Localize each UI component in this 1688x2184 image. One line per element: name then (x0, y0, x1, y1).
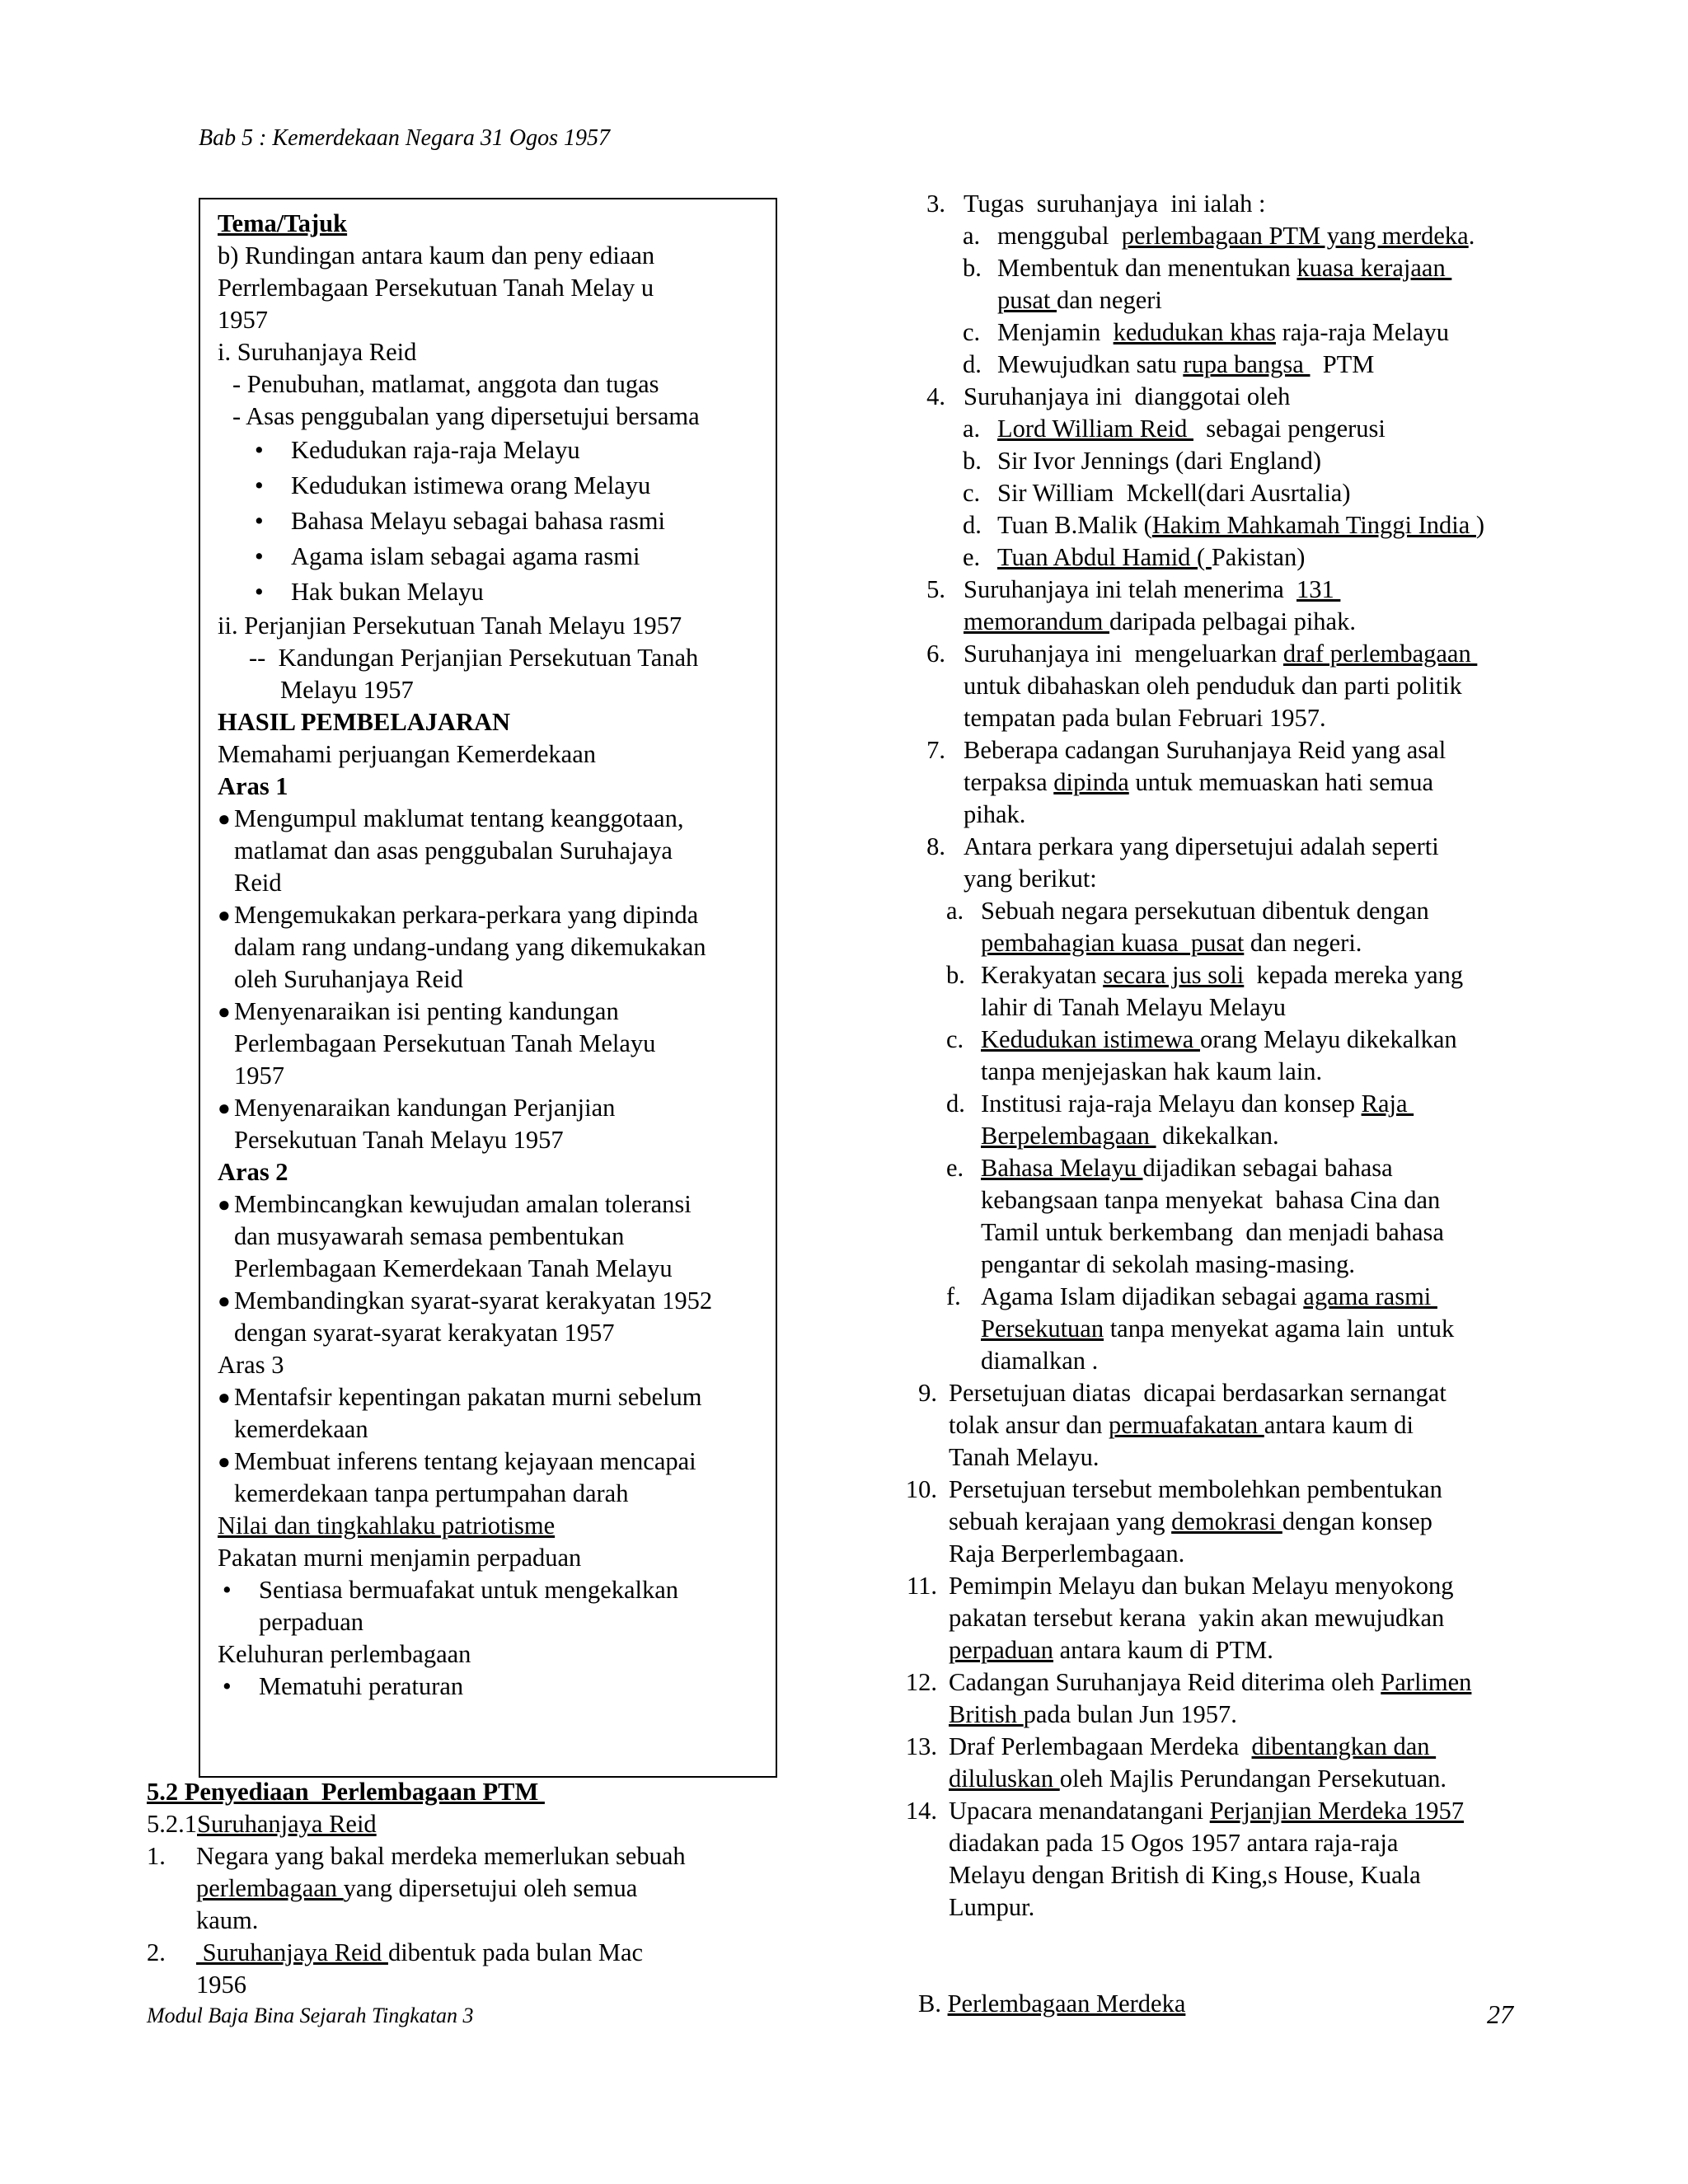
list-item: a. menggubal perlembagaan PTM yang merdeka. (963, 222, 1475, 250)
bullet-icon: ● (218, 1385, 231, 1409)
list-item: 1. Negara yang bakal merdeka memerlukan sebuah perlembagaan yang dipersetujui oleh semua kaum. (147, 1842, 686, 1934)
nilai-text: Keluhuran perlembagaan (218, 1640, 471, 1668)
topic-line: b) Rundingan antara kaum dan peny ediaan (218, 241, 655, 269)
list-item: 8. Antara perkara yang dipersetujui adalah seperti yang berikut: (926, 832, 1439, 893)
nilai-text: Pakatan murni menjamin perpaduan (218, 1544, 582, 1572)
subtopic-reid: i. Suruhanjaya Reid (218, 338, 417, 366)
list-item: c. Kedudukan istimewa orang Melayu dikekalkan tanpa menjejaskan hak kaum lain. (946, 1025, 1457, 1085)
list-item: 4. Suruhanjaya ini dianggotai oleh (926, 382, 1291, 410)
right-column (898, 188, 1624, 2020)
list-item: 7. Beberapa cadangan Suruhanjaya Reid yang asal terpaksa dipinda untuk memuaskan hati semua pihak. (926, 736, 1447, 828)
syllabus-box-content (218, 208, 762, 1703)
list-item: e. Tuan Abdul Hamid ( Pakistan) (963, 543, 1306, 571)
list-item: 12. Cadangan Suruhanjaya Reid diterima oleh Parlimen British pada bulan Jun 1957. (905, 1668, 1472, 1728)
list-item: 5. Suruhanjaya ini telah menerima 131 memorandum daripada pelbagai pihak. (926, 575, 1356, 635)
list-item: ● Mengemukakan perkara-perkara yang dipinda dalam rang undang-undang yang dikemukakan oleh Suruhanjaya Reid (218, 901, 706, 993)
section-heading: 5.2 Penyediaan Perlembagaan PTM (147, 1778, 545, 1806)
list-item: • Agama islam sebagai agama rasmi (255, 539, 762, 574)
list-item: d. Mewujudkan satu rupa bangsa PTM (963, 350, 1375, 378)
tema-heading: Tema/Tajuk (218, 209, 348, 237)
list-item: 10. Persetujuan tersebut membolehkan pembentukan sebuah kerajaan yang demokrasi dengan konsep Raja Berperlembagaan. (905, 1475, 1442, 1568)
list-item: ● Membandingkan syarat-syarat kerakyatan 1952 dengan syarat-syarat kerakyatan 1957 (218, 1286, 713, 1347)
list-item: d. Institusi raja-raja Melayu dan konsep Raja Berpelembagaan dikekalkan. (946, 1090, 1414, 1150)
list-item: d. Tuan B.Malik (Hakim Mahkamah Tinggi India ) (963, 511, 1485, 539)
bullet-icon: • (255, 471, 264, 499)
list-item: 3. Tugas suruhanjaya ini ialah : (926, 190, 1266, 218)
bullet-icon: ● (218, 1450, 231, 1474)
bullet-icon: • (255, 436, 264, 464)
footer-module-title: Modul Baja Bina Sejarah Tingkatan 3 (147, 2004, 474, 2027)
topic-line: 1957 (218, 306, 268, 334)
list-item: • Bahasa Melayu sebagai bahasa rasmi (255, 504, 762, 539)
topic-line: Perrlembagaan Persekutuan Tanah Melay u (218, 274, 654, 302)
bullet-icon: • (255, 507, 264, 535)
bullet-icon: ● (218, 1000, 231, 1024)
list-item: ● Menyenaraikan kandungan Perjanjian Persekutuan Tanah Melayu 1957 (218, 1094, 616, 1154)
left-column (147, 1776, 781, 2001)
list-item: 14. Upacara menandatangani Perjanjian Merdeka 1957 diadakan pada 15 Ogos 1957 antara raja-raja Melayu dengan British di King,s House, Kuala Lumpur. (905, 1797, 1464, 1921)
subtopic-point: - Penubuhan, matlamat, anggota dan tugas (232, 370, 659, 398)
aras2-heading: Aras 2 (218, 1158, 288, 1186)
page-header: Bab 5 : Kemerdekaan Negara 31 Ogos 1957 (199, 125, 611, 151)
list-item: • Mematuhi peraturan (223, 1671, 762, 1703)
hasil-heading: HASIL PEMBELAJARAN (218, 708, 511, 736)
aras3-heading: Aras 3 (218, 1351, 284, 1379)
list-item: 6. Suruhanjaya ini mengeluarkan draf perlembagaan untuk dibahaskan oleh penduduk dan parti politik tempatan pada bulan Februari 1957. (926, 640, 1478, 732)
list-item: c. Sir William Mckell(dari Ausrtalia) (963, 479, 1351, 507)
list-item: 11. Pemimpin Melayu dan bukan Melayu menyokong pakatan tersebut kerana yakin akan mewujudkan perpaduan antara kaum di PTM. (907, 1572, 1454, 1664)
page-number: 27 (1487, 1999, 1513, 2029)
list-item: b. Kerakyatan secara jus soli kepada mereka yang lahir di Tanah Melayu Melayu (946, 961, 1464, 1021)
bullet-icon: ● (218, 903, 231, 927)
list-item: • Sentiasa bermuafakat untuk mengekalkan perpaduan (223, 1576, 678, 1636)
list-item: a. Lord William Reid sebagai pengerusi (963, 415, 1386, 443)
list-item: c. Menjamin kedudukan khas raja-raja Melayu (963, 318, 1449, 346)
list-item: b. Sir Ivor Jennings (dari England) (963, 447, 1322, 475)
list-item: e. Bahasa Melayu dijadikan sebagai bahasa kebangsaan tanpa menyekat bahasa Cina dan Tamil untuk berkembang dan menjadi bahasa pengantar di sekolah masing-masing. (946, 1154, 1444, 1278)
section-b-heading: B. Perlembagaan Merdeka (918, 1990, 1186, 2018)
list-item: 2. Suruhanjaya Reid dibentuk pada bulan Mac 1956 (147, 1938, 644, 1999)
list-item: • Kedudukan raja-raja Melayu (255, 433, 762, 468)
list-item: f. Agama Islam dijadikan sebagai agama rasmi Persekutuan tanpa menyekat agama lain untuk diamalkan . (946, 1282, 1455, 1375)
subtopic-point: - Asas penggubalan yang dipersetujui bersama (232, 402, 700, 430)
bullet-icon: • (223, 1576, 232, 1604)
aras1-heading: Aras 1 (218, 772, 288, 800)
list-item: ● Membincangkan kewujudan amalan toleransi dan musyawarah semasa pembentukan Perlembagaan Kemerdekaan Tanah Melayu (218, 1190, 692, 1282)
list-item: ● Membuat inferens tentang kejayaan mencapai kemerdekaan tanpa pertumpahan darah (218, 1447, 696, 1507)
hasil-text: Memahami perjuangan Kemerdekaan (218, 740, 596, 768)
subtopic-perjanjian: ii. Perjanjian Persekutuan Tanah Melayu 1957 (218, 612, 682, 640)
subtopic-point: -- Kandungan Perjanjian Persekutuan Tanah (249, 644, 699, 672)
bullet-icon: ● (218, 1096, 231, 1120)
subsection-heading: 5.2.1Suruhanjaya Reid (147, 1810, 377, 1838)
list-item: b. Membentuk dan menentukan kuasa kerajaan pusat dan negeri (963, 254, 1452, 314)
nilai-heading: Nilai dan tingkahlaku patriotisme (218, 1511, 556, 1540)
bullet-icon: ● (218, 1193, 231, 1216)
bullet-icon: ● (218, 1289, 231, 1313)
list-item: ● Mentafsir kepentingan pakatan murni sebelum kemerdekaan (218, 1383, 702, 1443)
list-item: • Hak bukan Melayu (255, 574, 762, 610)
list-item: 9. Persetujuan diatas dicapai berdasarkan sernangat tolak ansur dan permuafakatan antara kaum di Tanah Melayu. (918, 1379, 1447, 1471)
list-item: ● Mengumpul maklumat tentang keanggotaan, matlamat dan asas penggubalan Suruhajaya Reid (218, 804, 684, 897)
bullet-icon: • (255, 542, 264, 570)
bullet-icon: ● (218, 807, 231, 831)
list-item: a. Sebuah negara persekutuan dibentuk dengan pembahagian kuasa pusat dan negeri. (946, 897, 1429, 957)
bullet-icon: • (255, 578, 264, 606)
list-item: 13. Draf Perlembagaan Merdeka dibentangkan dan diluluskan oleh Majlis Perundangan Persekutuan. (905, 1732, 1447, 1793)
list-item: ● Menyenaraikan isi penting kandungan Perlembagaan Persekutuan Tanah Melayu 1957 (218, 997, 656, 1090)
bullet-icon: • (223, 1672, 232, 1700)
list-item: • Kedudukan istimewa orang Melayu (255, 468, 762, 504)
subtopic-point: Melayu 1957 (280, 676, 414, 704)
